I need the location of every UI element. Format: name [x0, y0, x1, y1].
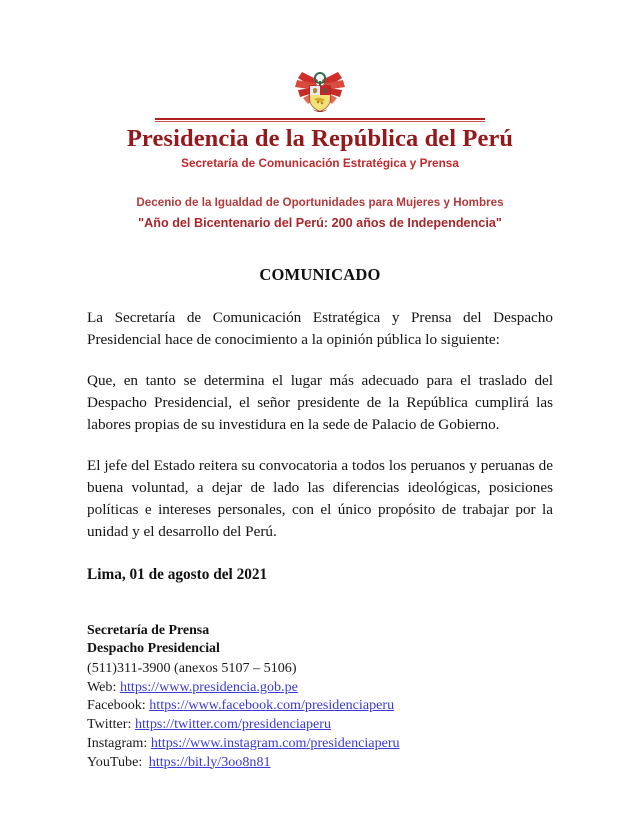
contact-instagram-label: Instagram:	[87, 734, 148, 751]
contact-office: Secretaría de Prensa	[87, 622, 210, 638]
peru-coat-of-arms-icon	[288, 68, 352, 120]
contact-department: Despacho Presidencial	[87, 641, 220, 657]
slogan-line-year: "Año del Bicentenario del Perú: 200 años de Independencia"	[138, 216, 502, 231]
letterhead-rule-thin	[155, 121, 485, 122]
contact-twitter-row	[87, 715, 553, 734]
contact-web-label: Web:	[87, 678, 117, 695]
slogan-line-decade: Decenio de la Igualdad de Oportunidades para Mujeres y Hombres	[136, 196, 504, 210]
paragraph-call-to-unity: El jefe del Estado reitera su convocatoria a todos los peruanos y peruanas de buena voluntad, a dejar de lado las diferencias ideológicas, posiciones políticas e intereses personales, con el único propósito de trabajar por la unidad y el desarrollo del Perú.	[87, 456, 553, 540]
contact-block	[87, 622, 553, 771]
organization-title: Presidencia de la República del Perú	[126, 125, 514, 152]
contact-youtube-label: YouTube:	[87, 753, 143, 770]
date-line: Lima, 01 de agosto del 2021	[87, 565, 268, 583]
document-body	[87, 307, 553, 772]
link-twitter[interactable]: https://twitter.com/presidenciaperu	[134, 716, 332, 733]
link-website[interactable]: https://www.presidencia.gob.pe	[119, 678, 298, 695]
contact-facebook-label: Facebook:	[87, 697, 146, 714]
link-youtube[interactable]: https://bit.ly/3oo8n81	[148, 753, 271, 770]
contact-web-row	[87, 678, 553, 697]
contact-facebook-row	[87, 696, 553, 715]
contact-phone: (511)311-3900 (anexos 5107 – 5106)	[87, 659, 297, 676]
contact-instagram-row	[87, 734, 553, 753]
paragraph-announcement: Que, en tanto se determina el lugar más adecuado para el traslado del Despacho Presidencial, el señor presidente de la República cumplirá las labores propias de su investidura en la sede de Palacio de Gobierno.	[87, 371, 553, 433]
letterhead	[0, 0, 640, 234]
organization-subtitle: Secretaría de Comunicación Estratégica y Prensa	[181, 157, 459, 171]
document-title: COMUNICADO	[259, 264, 381, 284]
link-instagram[interactable]: https://www.instagram.com/presidenciaperu	[150, 734, 400, 751]
contact-twitter-label: Twitter:	[87, 716, 132, 733]
contact-youtube-row	[87, 753, 553, 772]
paragraph-intro: La Secretaría de Comunicación Estratégica y Prensa del Despacho Presidencial hace de conocimiento a la opinión pública lo siguiente:	[87, 308, 553, 348]
link-facebook[interactable]: https://www.facebook.com/presidenciaperu	[149, 697, 395, 714]
slogan-block	[0, 194, 640, 233]
